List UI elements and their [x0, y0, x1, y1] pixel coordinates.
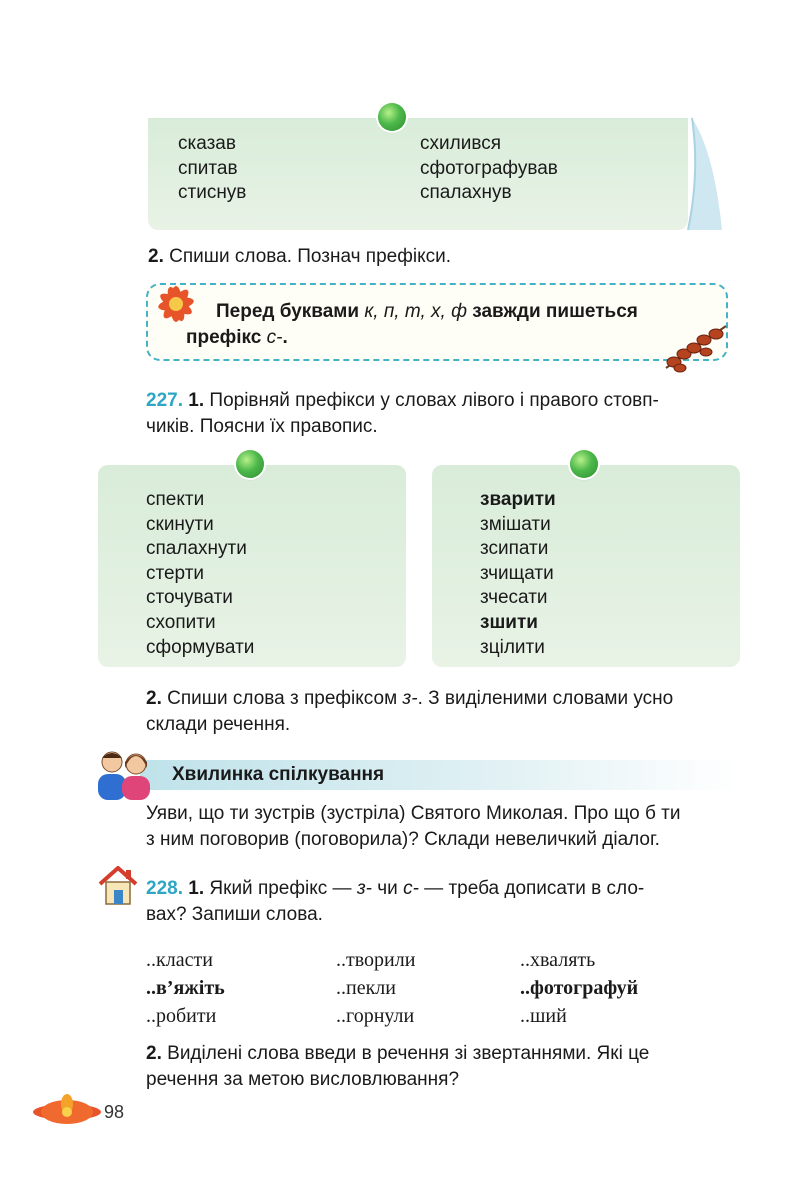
communication-line-2: з ним поговорив (поговорила)? Склади невеличкий діалог. — [146, 829, 660, 850]
box2-left-column — [146, 488, 254, 660]
word: спекти — [146, 489, 205, 510]
communication-line-1: Уяви, що ти зустрів (зустріла) Святого Миколая. Про що б ти — [146, 803, 681, 824]
word-highlighted: зварити — [480, 489, 556, 510]
communication-title: Хвилинка спілкування — [172, 764, 385, 785]
word: ..творили — [336, 949, 416, 971]
word-highlighted: зшити — [480, 611, 538, 633]
rule-text: завжди пишеться — [466, 301, 638, 322]
people-icon — [92, 748, 156, 802]
task-2-line-2 — [146, 712, 290, 738]
rule-text: Перед буквами — [216, 301, 365, 322]
rule-prefix: с- — [266, 327, 283, 348]
berries-icon — [660, 318, 732, 374]
rule-text: префікс — [186, 327, 267, 348]
task-2-line-1 — [146, 686, 673, 712]
word: зчищати — [480, 562, 554, 584]
exercise-text: вах? Запиши слова. — [146, 904, 323, 925]
exercise-227-line-2 — [146, 414, 378, 440]
task-number: 2. — [146, 1043, 162, 1064]
word: сформувати — [146, 636, 255, 658]
sub-number: 1. — [188, 878, 205, 899]
exercise-number: 228. — [146, 878, 183, 899]
prefix-s: с- — [403, 878, 419, 899]
word: сточувати — [146, 587, 233, 609]
exercise-228-line-1 — [146, 876, 644, 902]
rule-letters: к, п, т, х, ф — [364, 301, 467, 322]
green-dot-marker — [570, 450, 598, 478]
words-column-1 — [146, 946, 225, 1030]
task-number: 2. — [146, 688, 162, 709]
task-text: склади речення. — [146, 714, 291, 735]
flower-icon — [148, 280, 204, 328]
words-column-2 — [336, 946, 415, 1030]
box2-right-column — [480, 488, 556, 660]
task-text: Спиши слова. Познач префікси. — [169, 246, 452, 267]
word: ..класти — [146, 949, 213, 971]
word: спалахнув — [420, 182, 512, 204]
word: скинути — [146, 513, 214, 535]
word: ..хвалять — [520, 949, 596, 971]
task-text: . З виділеними словами усно — [417, 688, 674, 709]
words-column-3 — [520, 946, 638, 1030]
exercise-228-line-2 — [146, 902, 323, 928]
rule-end: . — [282, 327, 288, 348]
word: ..горнули — [336, 1005, 415, 1027]
task-text: Виділені слова введи в речення зі звертаннями. Які це — [167, 1043, 650, 1064]
word: спалахнути — [146, 538, 247, 560]
word: зцілити — [480, 636, 545, 658]
word: зчесати — [480, 587, 548, 609]
word-box-right — [432, 465, 740, 667]
exercise-text: Який префікс — — [209, 878, 357, 899]
exercise-text: чиків. Поясни їх правопис. — [146, 416, 378, 437]
page-number: 98 — [104, 1102, 125, 1122]
green-dot-marker — [236, 450, 264, 478]
box1-right-column — [420, 132, 558, 206]
prefix-z: з- — [402, 688, 418, 709]
exercise-227-line-1 — [146, 388, 659, 414]
word: ..робити — [146, 1005, 217, 1027]
word: стиснув — [178, 182, 247, 204]
prefix-z: з- — [356, 878, 372, 899]
rule-line-2 — [186, 325, 288, 351]
word: змішати — [480, 513, 551, 535]
word: зсипати — [480, 538, 549, 560]
green-dot-marker — [378, 103, 406, 131]
box1-left-column — [178, 132, 246, 206]
word: ..пекли — [336, 977, 396, 999]
exercise-text: чи — [371, 878, 404, 899]
task-2-228-line-2: речення за метою висловлювання? — [146, 1069, 460, 1090]
home-icon — [96, 862, 140, 908]
word-highlighted: ..в’яжіть — [146, 977, 225, 999]
rule-line-1 — [216, 299, 638, 325]
word-highlighted: ..фотографуй — [520, 977, 639, 999]
word: сфотографував — [420, 157, 558, 179]
word: сказав — [178, 133, 236, 154]
exercise-text: Порівняй префікси у словах лівого і правого стовп- — [209, 390, 659, 411]
word: спитав — [178, 157, 238, 179]
task-2-228-line-1 — [146, 1041, 649, 1067]
leaf-ornament-icon — [30, 1090, 104, 1136]
word: схилився — [420, 133, 501, 154]
page-curl-decoration — [640, 112, 730, 242]
task-text: Спиши слова з префіксом — [167, 688, 403, 709]
word: стерти — [146, 562, 205, 584]
task-2-instruction — [148, 244, 451, 270]
sub-number: 1. — [188, 390, 205, 411]
word: схопити — [146, 611, 216, 633]
word: ..ший — [520, 1005, 567, 1027]
task-number: 2. — [148, 246, 164, 267]
exercise-number: 227. — [146, 390, 183, 411]
exercise-text: — треба дописати в сло- — [418, 878, 645, 899]
